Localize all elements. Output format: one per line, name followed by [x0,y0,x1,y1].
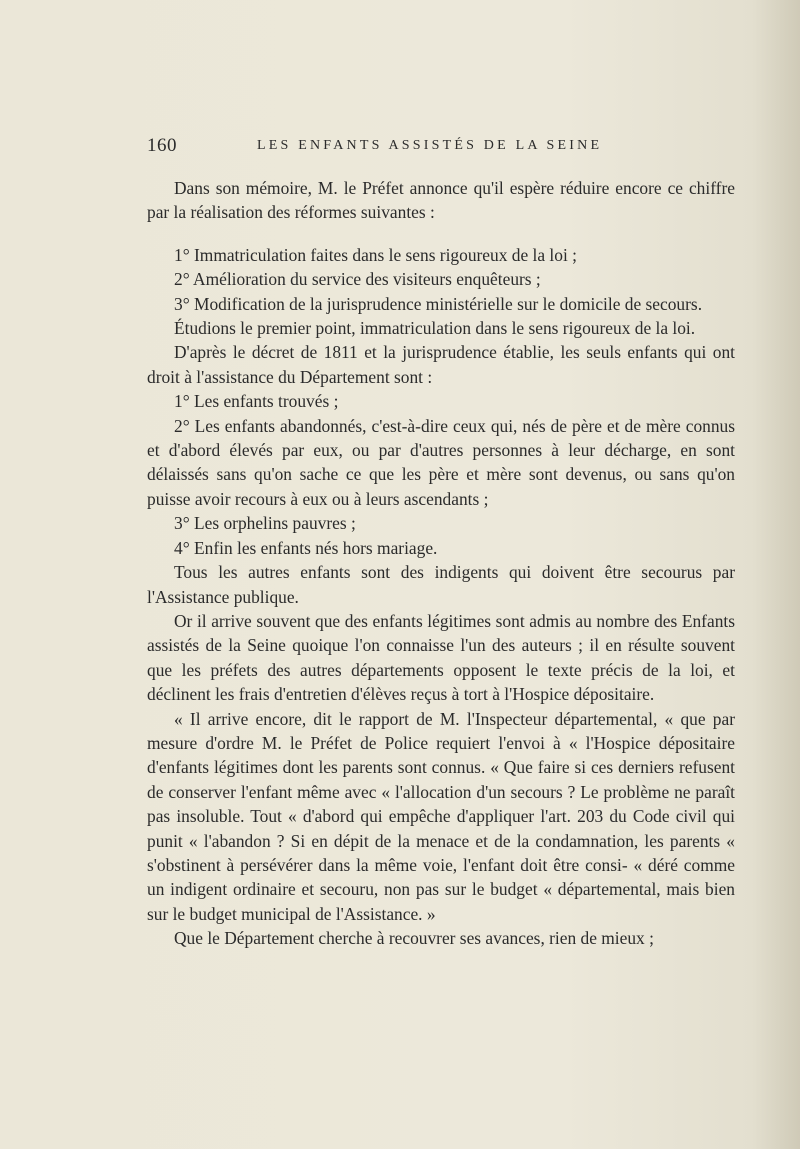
paragraph: 1° Les enfants trouvés ; [174,391,339,412]
paragraph: Étudions le premier point, immatriculation dans le sens rigoureux de la loi. [174,318,696,339]
paragraph: Or il arrive souvent que des enfants légitimes sont admis au nombre des Enfants assistés de la Seine quoique l'on connaisse l'un des auteurs ; il en résulte souvent que les préfets des autres départements opposent le texte précis de la loi, et déclinent les frais d'entretien d'élèves reçus à tort à l'Hospice dépositaire. [147,610,735,705]
running-title: LES ENFANTS ASSISTÉS DE LA SEINE [257,138,603,153]
paragraph: Dans son mémoire, M. le Préfet annonce qu'il espère réduire encore ce chiffre par la réalisation des réformes suivantes : [147,178,735,223]
paragraph: D'après le décret de 1811 et la jurisprudence établie, les seuls enfants qui ont droit à l'assistance du Département sont : [147,342,735,387]
paragraph: Que le Département cherche à recouvrer ses avances, rien de mieux ; [174,928,654,949]
paragraph: 2° Les enfants abandonnés, c'est-à-dire ceux qui, nés de père et de mère connus et d'abord élevés par eux, ou par d'autres personnes à leur décharge, en sont délaissés sans qu'on sache ce que les père et mère sont devenus, ou sans qu'on puisse avoir recours à eux ou à leurs ascendants ; [147,415,735,509]
paragraph: 2° Amélioration du service des visiteurs enquêteurs ; [174,269,541,290]
paragraph: 3° Modification de la jurisprudence ministérielle sur le domicile de secours. [174,293,703,314]
paragraph: Tous les autres enfants sont des indigents qui doivent être secourus par l'Assistance publique. [147,562,735,607]
quoted-paragraph: « Il arrive encore, dit le rapport de M. l'Inspecteur départemental, « que par mesure d'ordre M. le Préfet de Police requiert l'envoi à « l'Hospice dépositaire d'enfants légitimes dont les parents sont connus. « Que faire si ces derniers refusent de conserver l'enfant même avec « l'allocation d'un secours ? Le problème ne paraît pas insoluble. Tout « d'abord qui empêche d'appliquer l'art. 203 du Code civil qui punit « l'abandon ? Si en dépit de la menace et de la condamnation, les parents « s'obstinent à persévérer dans la même voie, l'enfant doit être consi- « déré comme un indigent ordinaire et secouru, non pas sur le budget « départemental, mais bien sur le budget municipal de l'Assistance. » [147,708,735,924]
paragraph: 1° Immatriculation faites dans le sens rigoureux de la loi ; [174,244,577,265]
page-header [147,135,735,165]
body-text [147,176,735,951]
paragraph: 4° Enfin les enfants nés hors mariage. [174,537,438,558]
page-number: 160 [147,135,177,156]
paragraph: 3° Les orphelins pauvres ; [174,513,356,534]
